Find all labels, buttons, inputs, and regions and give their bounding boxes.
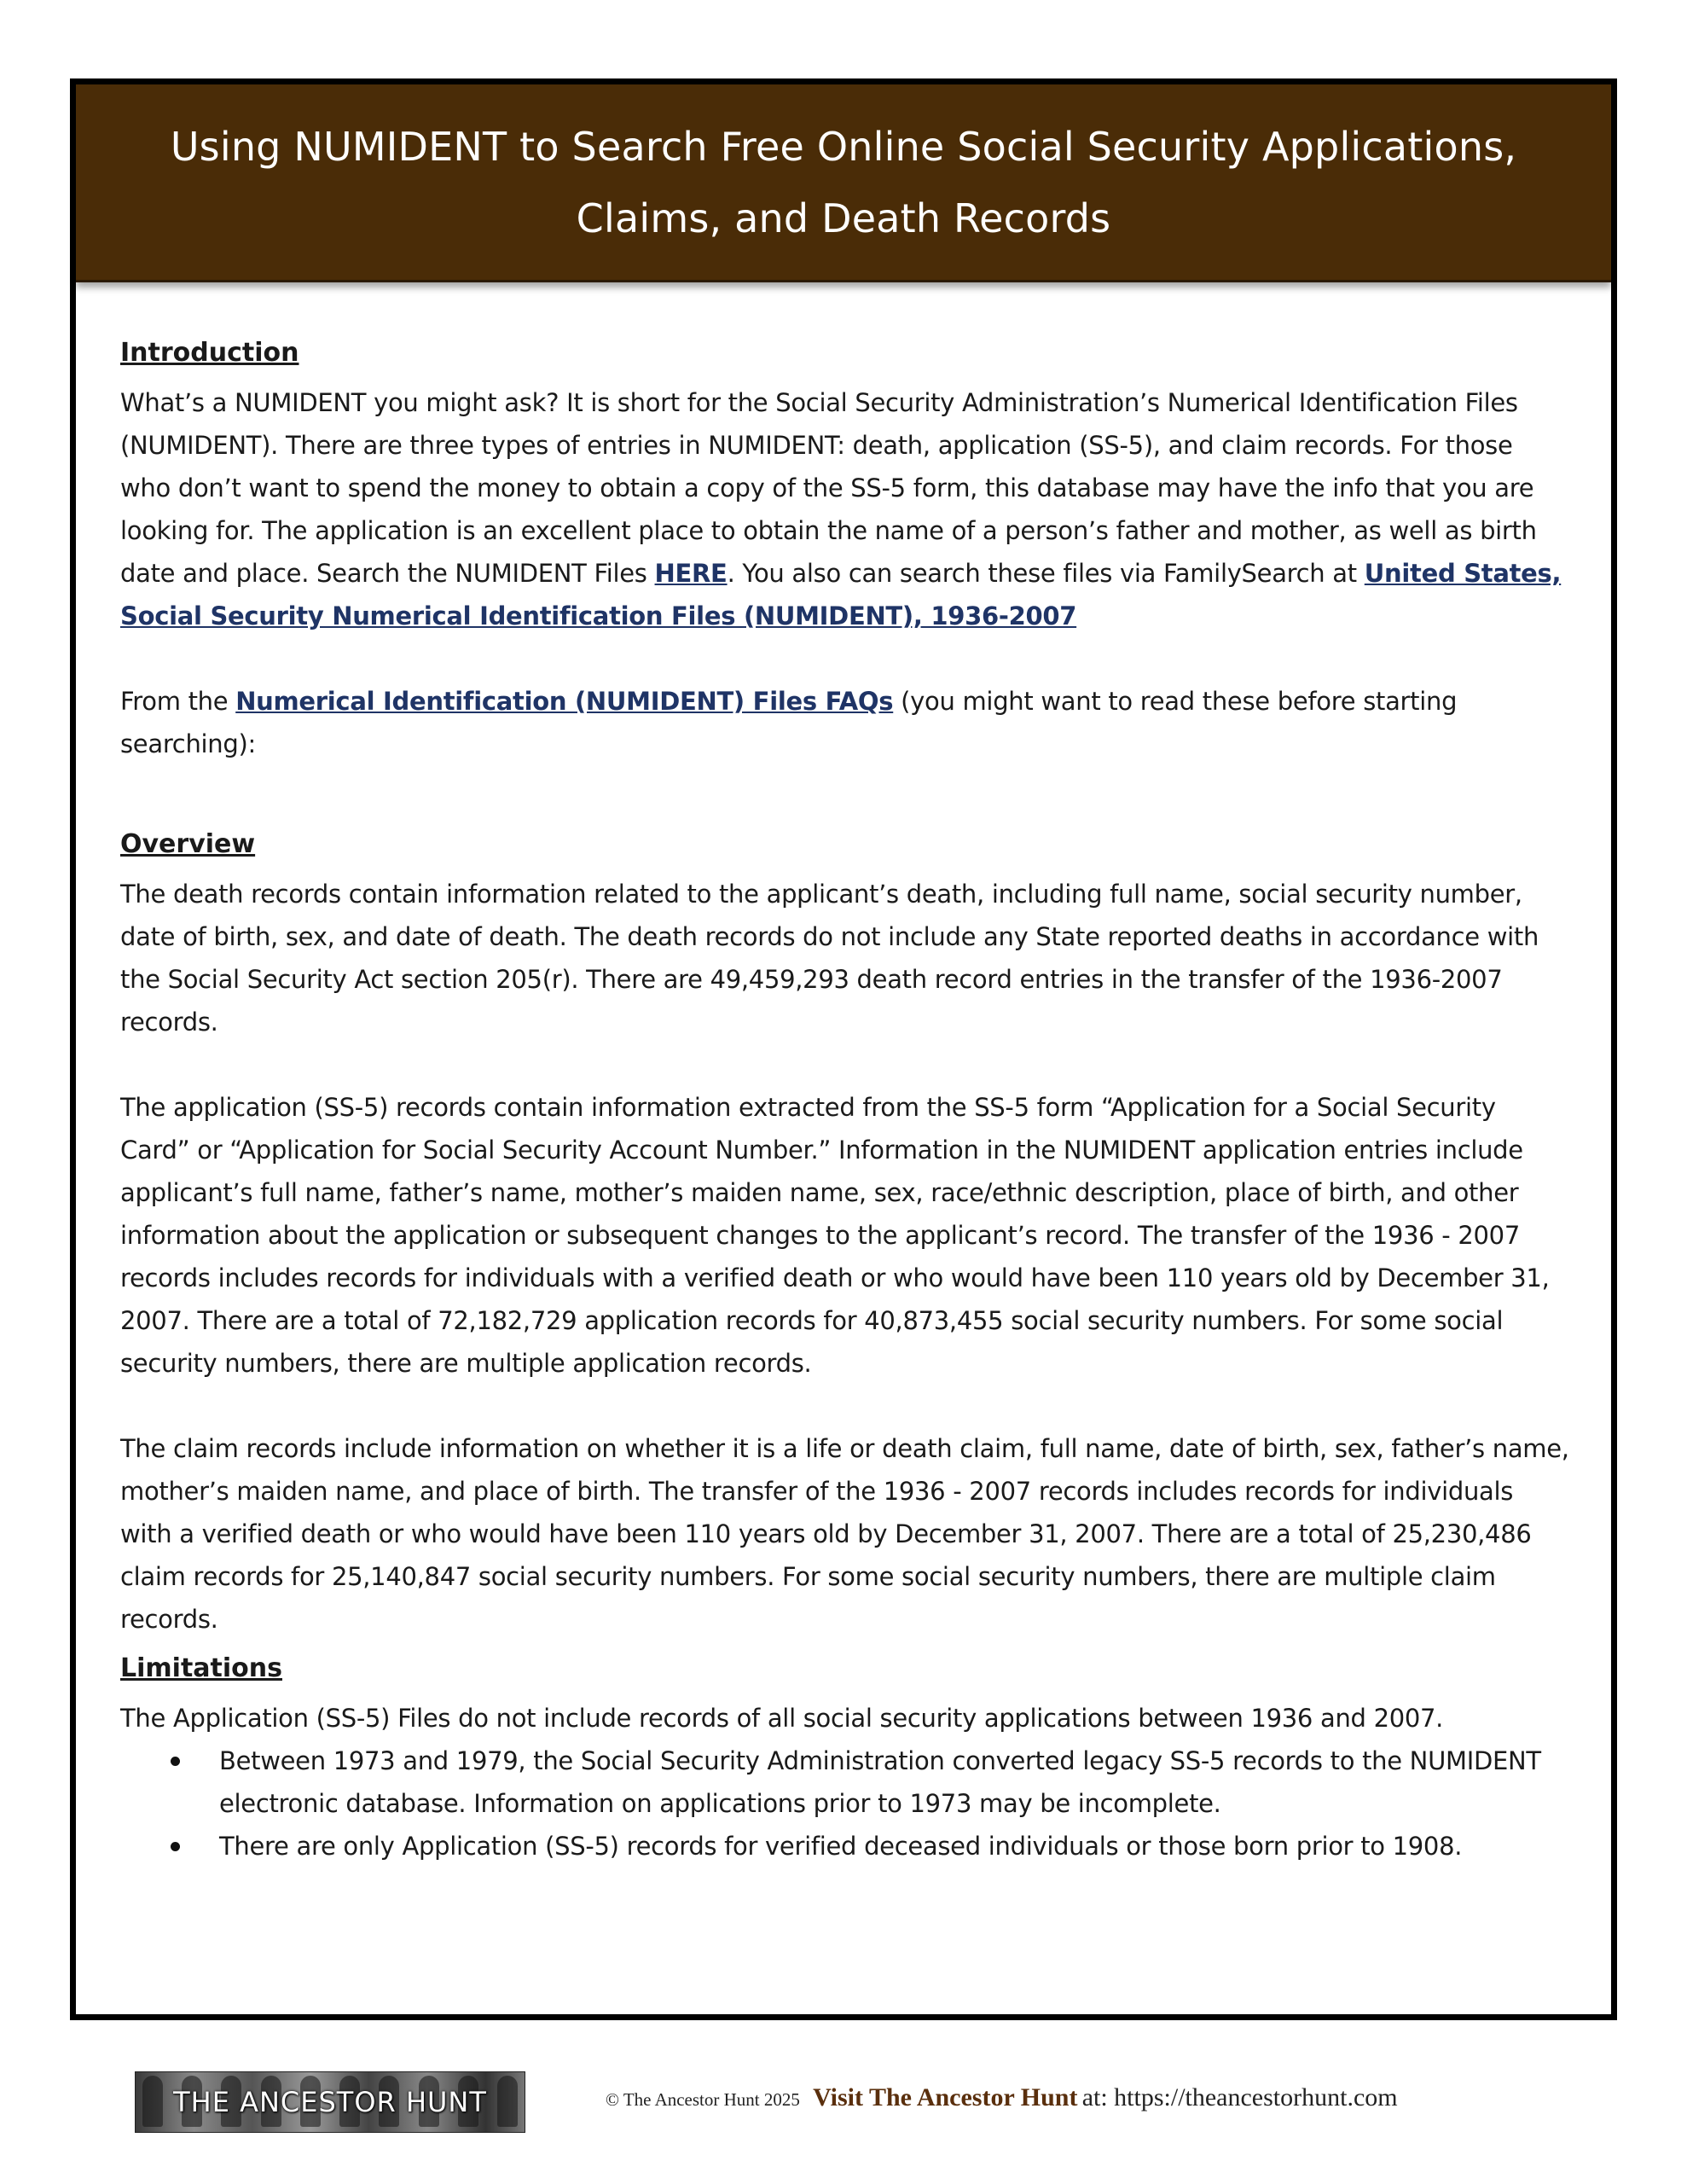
overview-claim-paragraph: The claim records include information on whether it is a life or death claim, full name, date of birth, sex, father’s name, mother’s maiden name, and place of birth. The transfer of the 1936 - 2007 records includes records for individuals with a verified death or who would have been 110 years old by December 31, 2007. There are a total of 25,230,486 claim records for 25,140,847 social security numbers. For some social security numbers, there are multiple claim records. <box>120 1434 1569 1634</box>
intro-text-a: What’s a NUMIDENT you might ask? It is short for the Social Security Administration’s Numerical Identification Files (NUMIDENT). There are three types of entries in NUMIDENT: death, application (SS-5), and claim records. For those who don’t want to spend the money to obtain a copy of the SS-5 form, this database may have the info that you are looking for. The application is an excellent place to obtain the name of a person’s father and mother, as well as birth date and place. Search the NUMIDENT Files <box>120 388 1537 588</box>
list-item: There are only Application (SS-5) records for verified deceased individuals or those born prior to 1908. <box>219 1825 1570 1867</box>
overview-heading: Overview <box>120 829 256 859</box>
spacer <box>120 765 1570 808</box>
faq-text-a: From the <box>120 687 236 716</box>
document-body <box>120 332 1570 1867</box>
page-title <box>171 111 1516 254</box>
spacer <box>120 637 1570 680</box>
spacer <box>120 1385 1570 1427</box>
page-title-line2: Claims, and Death Records <box>576 195 1111 241</box>
limitations-list <box>120 1740 1570 1867</box>
familysearch-numident-link[interactable]: United States, Social Security Numerical Identification Files (NUMIDENT), 1936-2007 <box>120 559 1562 630</box>
overview-death-paragraph: The death records contain information related to the applicant’s death, including full name, social security number, date of birth, sex, and date of death. The death records do not include any State reported deaths in accordance with the Social Security Act section 205(r). There are 49,459,293 death record entries in the transfer of the 1936-2007 records. <box>120 880 1539 1037</box>
overview-application-paragraph: The application (SS-5) records contain information extracted from the SS-5 form “Application for a Social Security Card” or “Application for Social Security Account Number.” Information in the NUMIDENT application entries include applicant’s full name, father’s name, mother’s maiden name, sex, race/ethnic description, place of birth, and other information about the application or subsequent changes to the applicant’s record. The transfer of the 1936 - 2007 records includes records for individuals with a verified death or who would have been 110 years old by December 31, 2007. There are a total of 72,182,729 application records for 40,873,455 social security numbers. For some social security numbers, there are multiple application records. <box>120 1093 1550 1378</box>
visit-ancestor-hunt-link[interactable]: Visit The Ancestor Hunt <box>813 2083 1078 2111</box>
ancestor-hunt-logo[interactable] <box>135 2071 525 2133</box>
limitations-heading: Limitations <box>120 1653 282 1683</box>
list-item: Between 1973 and 1979, the Social Security Administration converted legacy SS-5 records to the NUMIDENT electronic database. Information on applications prior to 1973 may be incomplete. <box>219 1740 1570 1825</box>
title-banner <box>76 84 1611 282</box>
spacer <box>120 1043 1570 1086</box>
footer-credit <box>606 2083 1398 2112</box>
page-footer <box>0 2071 1687 2148</box>
faq-paragraph <box>120 680 1570 765</box>
page-title-line1: Using NUMIDENT to Search Free Online Social Security Applications, <box>170 123 1517 170</box>
logo-figure <box>142 2076 163 2127</box>
introduction-paragraph <box>120 381 1570 637</box>
spacer <box>120 808 1570 823</box>
introduction-heading: Introduction <box>120 338 299 368</box>
limitations-paragraph: The Application (SS-5) Files do not include records of all social security applications between 1936 and 2007. <box>120 1704 1444 1733</box>
numident-faq-link[interactable]: Numerical Identification (NUMIDENT) Files FAQs <box>235 687 894 716</box>
document-frame <box>70 78 1617 2020</box>
site-url: at: https://theancestorhunt.com <box>1081 2083 1398 2111</box>
copyright-text: © The Ancestor Hunt 2025 <box>606 2089 800 2110</box>
logo-figure <box>497 2076 518 2127</box>
intro-text-b: . You also can search these files via FamilySearch at <box>727 559 1365 588</box>
logo-text: THE ANCESTOR HUNT <box>173 2086 487 2118</box>
numident-here-link[interactable]: HERE <box>654 559 728 588</box>
faq-text-b: (you might want to read these before starting searching): <box>120 687 1458 758</box>
